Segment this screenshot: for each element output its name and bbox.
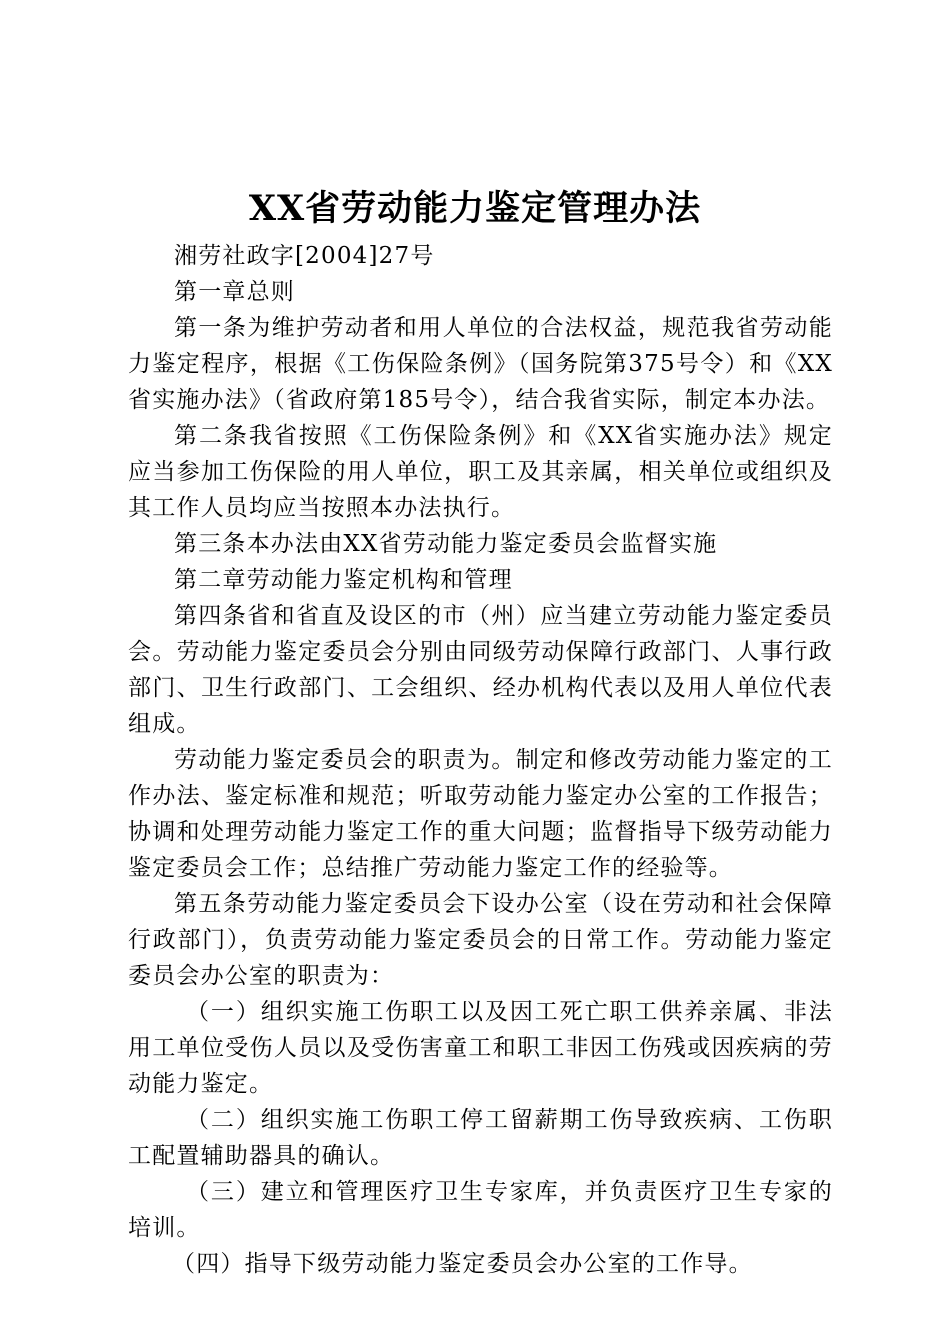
article-4-duties: 劳动能力鉴定委员会的职责为。制定和修改劳动能力鉴定的工作办法、鉴定标准和规范；听取劳动能力鉴定办公室的工作报告；协调和处理劳动能力鉴定工作的重大问题；监督指导下级劳动能力鉴定委员会工作；总结推广劳动能力鉴定工作的经验等。 — [128, 747, 833, 881]
list-item-3: （三）建立和管理医疗卫生专家库，并负责医疗卫生专家的培训。 — [128, 1179, 833, 1241]
chapter-heading-1: 第一章总则 — [174, 279, 295, 305]
document-number: 湘劳社政字[2004]27号 — [174, 243, 435, 269]
list-item-2: （二）组织实施工伤职工停工留薪期工伤导致疾病、工伤职工配置辅助器具的确认。 — [128, 1107, 833, 1169]
article-5: 第五条劳动能力鉴定委员会下设办公室（设在劳动和社会保障行政部门），负责劳动能力鉴定委员会的日常工作。劳动能力鉴定委员会办公室的职责为： — [128, 891, 833, 989]
article-1: 第一条为维护劳动者和用人单位的合法权益，规范我省劳动能力鉴定程序，根据《工伤保险条例》（国务院第375号令）和《XX省实施办法》（省政府第185号令），结合我省实际，制定本办法。 — [128, 315, 833, 413]
article-3: 第三条本办法由XX省劳动能力鉴定委员会监督实施 — [174, 531, 718, 557]
article-2: 第二条我省按照《工伤保险条例》和《XX省实施办法》规定应当参加工伤保险的用人单位，职工及其亲属，相关单位或组织及其工作人员均应当按照本办法执行。 — [128, 423, 833, 521]
list-item-1: （一）组织实施工伤职工以及因工死亡职工供养亲属、非法用工单位受伤人员以及受伤害童工和职工非因工伤残或因疾病的劳动能力鉴定。 — [128, 999, 833, 1097]
article-4: 第四条省和省直及设区的市（州）应当建立劳动能力鉴定委员会。劳动能力鉴定委员会分别由同级劳动保障行政部门、人事行政部门、卫生行政部门、工会组织、经办机构代表以及用人单位代表组成。 — [128, 603, 833, 737]
chapter-heading-2: 第二章劳动能力鉴定机构和管理 — [174, 567, 513, 593]
list-item-4: （四）指导下级劳动能力鉴定委员会办公室的工作导。 — [172, 1251, 753, 1277]
document-title: XX省劳动能力鉴定管理办法 — [248, 188, 702, 229]
document-body — [128, 238, 833, 1282]
